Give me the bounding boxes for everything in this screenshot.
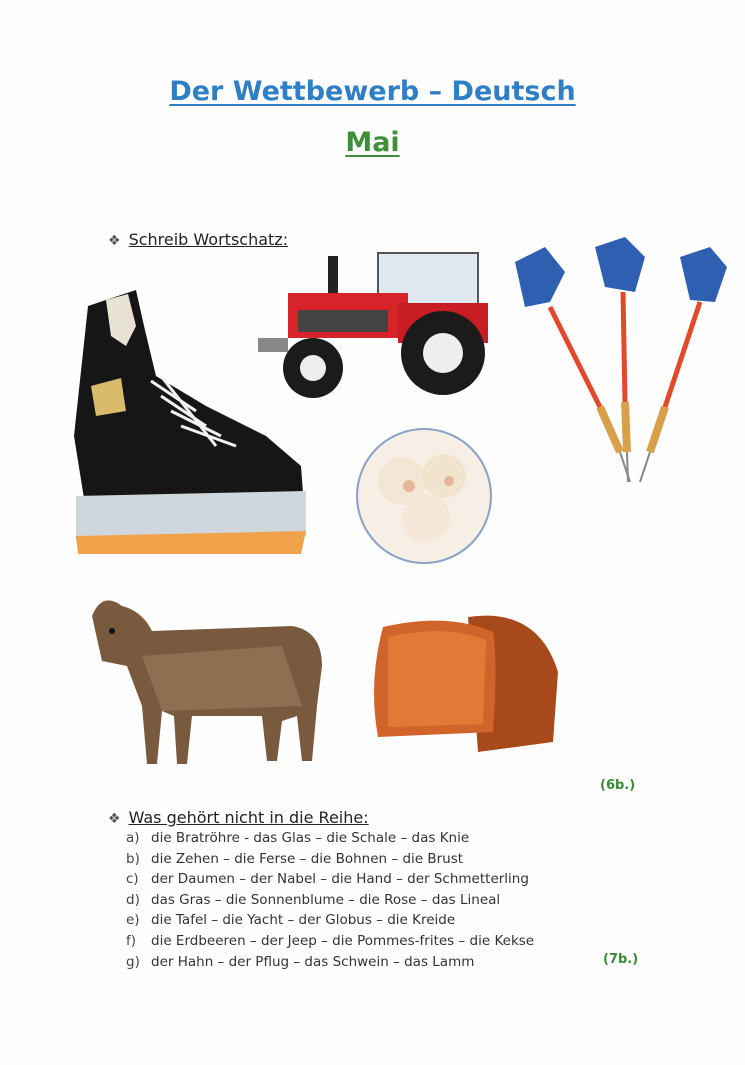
list-item [126, 851, 596, 872]
points-vocabulary: (6b.) [600, 778, 636, 793]
item-letter: c) [126, 871, 139, 888]
item-text: das Gras – die Sonnenblume – die Rose – das Lineal [151, 891, 501, 908]
bullet-icon: ❖ [108, 811, 121, 827]
list-item [126, 892, 596, 913]
ice-cream-image [354, 426, 494, 566]
points-odd-one-out: (7b.) [603, 952, 639, 967]
item-letter: e) [126, 912, 140, 929]
item-text: die Zehen – die Ferse – die Bohnen – die Brust [151, 850, 464, 867]
list-item [126, 954, 596, 975]
odd-one-out-list [126, 830, 596, 974]
section-vocabulary-label: Schreib Wortschatz: [128, 230, 289, 249]
item-letter: d) [126, 891, 140, 908]
item-text: die Bratröhre - das Glas – die Schale – das Knie [151, 830, 470, 846]
item-letter: f) [126, 932, 137, 949]
darts-image [505, 232, 730, 487]
section-odd-one-out-label: Was gehört nicht in die Reihe: [128, 808, 369, 827]
item-text: die Erdbeeren – der Jeep – die Pommes-frites – die Kekse [151, 932, 535, 949]
item-text: der Hahn – der Pflug – das Schwein – das Lamm [151, 953, 475, 970]
item-letter: b) [126, 850, 140, 867]
list-item [126, 912, 596, 933]
item-text: der Daumen – der Nabel – die Hand – der Schmetterling [151, 871, 529, 888]
section-vocabulary-heading [108, 230, 288, 249]
item-text: die Tafel – die Yacht – der Globus – die Kreide [151, 912, 456, 929]
bread-image [368, 612, 563, 757]
goat-image [82, 586, 332, 776]
item-letter: a) [126, 830, 140, 846]
tractor-image [258, 248, 503, 408]
section-odd-one-out-heading [108, 808, 369, 827]
list-item [126, 871, 596, 892]
list-item [126, 830, 596, 851]
page-title: Der Wettbewerb – Deutsch [169, 76, 576, 107]
list-item [126, 933, 596, 954]
item-letter: g) [126, 953, 140, 970]
bullet-icon: ❖ [108, 233, 121, 249]
page-subtitle: Mai [345, 127, 400, 158]
